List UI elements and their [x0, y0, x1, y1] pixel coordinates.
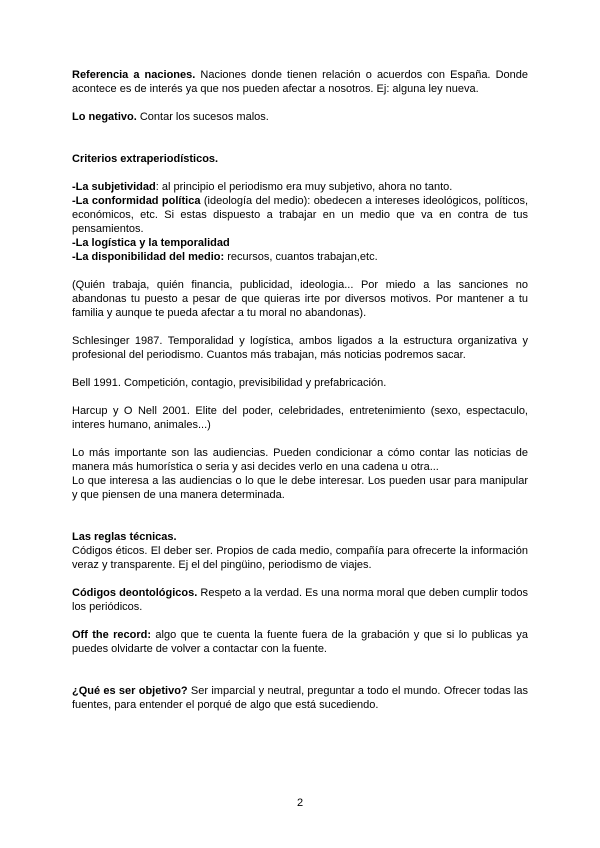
paragraph-bell: Bell 1991. Competición, contagio, previsibilidad y prefabricación.: [72, 377, 387, 389]
criterio-label: -La logística y la temporalidad: [72, 237, 230, 249]
paragraph-off-record: [72, 628, 528, 656]
paragraph-audiencias-2: Lo que interesa a las audiencias o lo que le debe interesar. Los pueden usar para manipular y que piensen de una manera determinada.: [72, 475, 528, 501]
criterio-label: -La subjetividad: [72, 181, 156, 193]
criterio-subjetividad: [72, 180, 528, 194]
deontologicos-text: Respeto a la verdad. Es una norma moral que deben cumplir todos los periódicos.: [72, 587, 528, 613]
criterio-logistica: [72, 236, 528, 250]
objetivo-title: ¿Qué es ser objetivo?: [72, 685, 188, 697]
page-number: 2: [296, 797, 304, 809]
criterio-label: -La conformidad política: [72, 195, 201, 207]
criterios-heading: Criterios extraperiodísticos.: [72, 153, 219, 165]
deontologicos-title: Códigos deontológicos.: [72, 587, 198, 599]
criterio-conformidad: [72, 194, 528, 236]
negativo-title: Lo negativo.: [72, 111, 137, 123]
criterio-disponibilidad: [72, 250, 528, 264]
paragraph-audiencias-1: Lo más importante son las audiencias. Pueden condicionar a cómo contar las noticias de manera más humorística o seria y asi decides verlo en una cadena u otra...: [72, 447, 528, 473]
referencia-title: Referencia a naciones.: [72, 69, 196, 81]
criterio-text: recursos, cuantos trabajan,etc.: [224, 251, 378, 263]
criterio-label: -La disponibilidad del medio:: [72, 251, 225, 263]
paragraph-harcup: Harcup y O Nell 2001. Elite del poder, celebridades, entretenimiento (sexo, espectaculo, interes humano, animales...): [72, 405, 528, 431]
paragraph-schlesinger: Schlesinger 1987. Temporalidad y logística, ambos ligados a la estructura organizativa y profesional del periodismo. Cuantos más trabajan, más noticias podremos sacar.: [72, 335, 528, 361]
objetivo-text: Ser imparcial y neutral, preguntar a todo el mundo. Ofrecer todas las fuentes, para entender el porqué de algo que está sucediendo.: [72, 685, 528, 711]
off-record-text: algo que te cuenta la fuente fuera de la grabación y que si lo publicas ya puedes olvidarte de volver a contactar con la fuente.: [72, 629, 528, 655]
reglas-heading: Las reglas técnicas.: [72, 531, 177, 543]
paragraph-deontologicos: [72, 586, 528, 614]
paragraph-quien: (Quién trabaja, quién financia, publicidad, ideologia... Por miedo a las sanciones no abandonas tu puesto a pesar de que quieras irte por diversos motivos. Por mantener a tu familia y aunque te pueda afectar a tu moral no abandonas).: [72, 279, 528, 319]
criterio-text: (ideología del medio): obedecen a intereses ideológicos, políticos, económicos, etc. Si estas dispuesto a trabajar en un medio que va en contra de tus pensamientos.: [72, 195, 529, 235]
referencia-text: Naciones donde tienen relación o acuerdos con España. Donde acontece es de interés ya que nos pueden afectar a nosotros. Ej: alguna ley nueva.: [72, 69, 528, 95]
negativo-text: Contar los sucesos malos.: [136, 111, 269, 123]
off-record-title: Off the record:: [72, 629, 152, 641]
document-page: [72, 68, 528, 712]
paragraph-negativo: [72, 110, 528, 124]
paragraph-objetivo: [72, 684, 528, 712]
criterio-text: : al principio el periodismo era muy subjetivo, ahora no tanto.: [155, 181, 453, 193]
paragraph-reglas: Códigos éticos. El deber ser. Propios de cada medio, compañía para ofrecerte la información veraz y transparente. Ej el del pingüino, periodismo de viajes.: [72, 545, 528, 571]
paragraph-referencia: [72, 68, 528, 96]
